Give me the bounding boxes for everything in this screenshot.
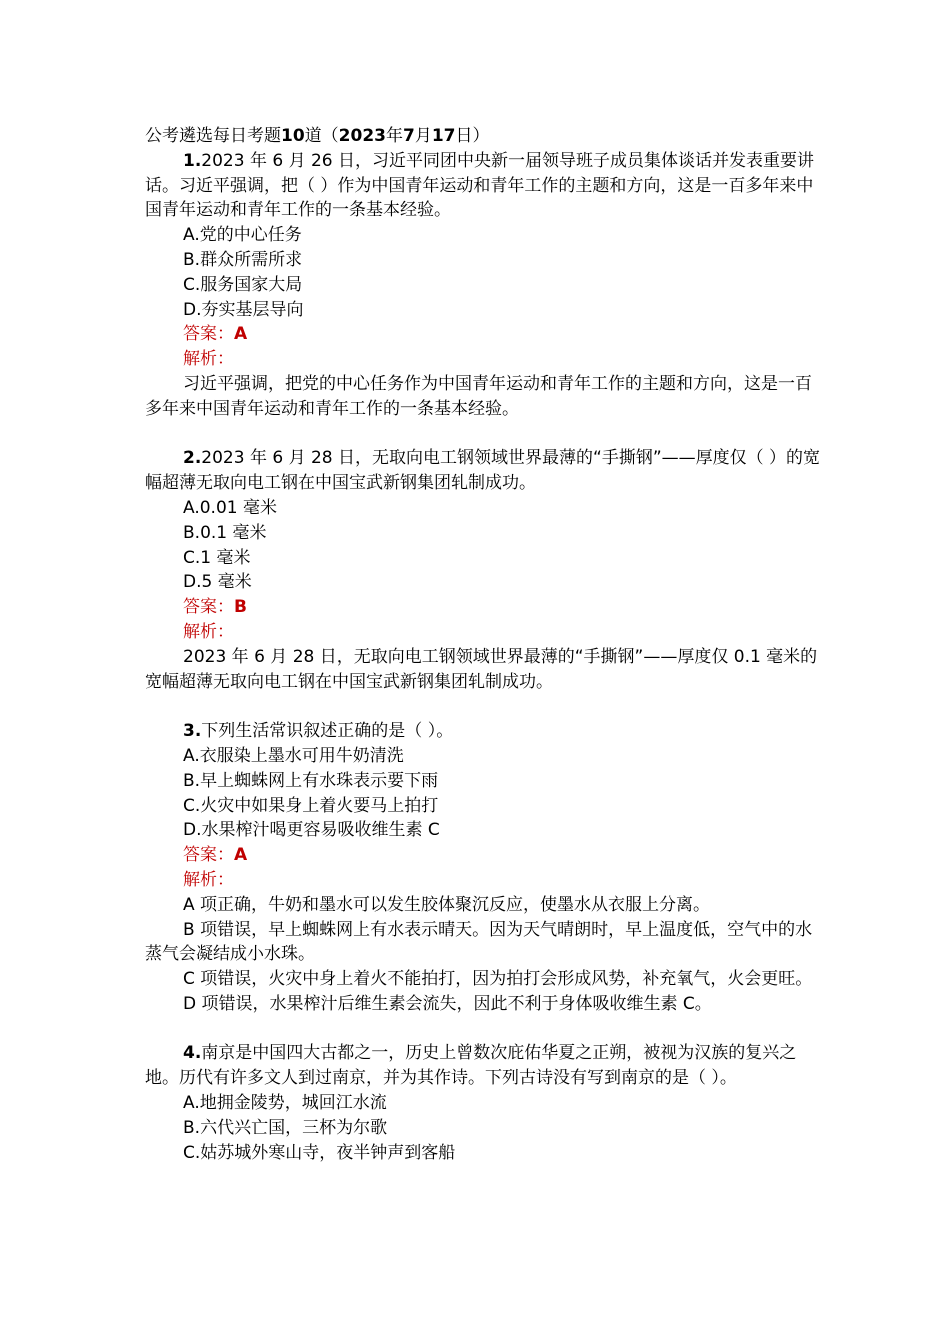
question-stem (145, 1041, 825, 1091)
question-number: 2. (183, 448, 202, 469)
question-number: 4. (183, 1043, 202, 1064)
answer-line (145, 595, 825, 620)
title-suffix: 日） (455, 126, 490, 146)
option-a: A.衣服染上墨水可用牛奶清洗 (183, 745, 404, 766)
question-text: 2023 年 6 月 28 日，无取向电工钢领域世界最薄的“手撕钢”——厚度仅（ ）的宽幅超薄无取向电工钢在中国宝武新钢集团轧制成功。 (145, 448, 821, 494)
option-a: A.地拥金陵势，城回江水流 (183, 1093, 387, 1114)
analysis-label: 解析： (183, 869, 234, 890)
option-b: B.早上蜘蛛网上有水珠表示要下雨 (183, 770, 439, 791)
answer-label: 答案： (183, 597, 234, 618)
option-c: C.服务国家大局 (183, 274, 303, 295)
option-b: B.六代兴亡国，三杯为尔歌 (183, 1117, 388, 1138)
option-d: D.水果榨汁喝更容易吸收维生素 C (183, 820, 440, 841)
spacer (145, 422, 825, 447)
analysis-text: D 项错误，水果榨汁后维生素会流失，因此不利于身体吸收维生素 C。 (183, 993, 712, 1014)
option-c: C.姑苏城外寒山寺，夜半钟声到客船 (183, 1142, 456, 1163)
title-month-unit: 月 (414, 126, 432, 146)
option-c: C.1 毫米 (183, 547, 251, 568)
question-stem (145, 149, 825, 223)
document-page (145, 124, 825, 1165)
answer-value: A (234, 324, 248, 345)
question-1 (145, 149, 825, 422)
analysis-label: 解析： (183, 621, 234, 642)
option-d: D.5 毫米 (183, 572, 252, 593)
answer-label: 答案： (183, 324, 234, 345)
option-c: C.火灾中如果身上着火要马上拍打 (183, 795, 439, 816)
option-b: B.群众所需所求 (183, 249, 303, 270)
question-stem (145, 446, 825, 496)
answer-line (145, 843, 825, 868)
answer-label: 答案： (183, 845, 234, 866)
analysis-text: C 项错误，火灾中身上着火不能拍打，因为拍打会形成风势，补充氧气，火会更旺。 (183, 969, 813, 990)
answer-value: A (234, 845, 248, 866)
question-number: 1. (183, 150, 202, 171)
title-prefix: 公考遴选每日考题 (145, 126, 281, 146)
document-title (145, 124, 825, 149)
option-a: A.党的中心任务 (183, 225, 302, 246)
question-text: 下列生活常识叙述正确的是（ ）。 (201, 721, 454, 742)
analysis-text: 习近平强调，把党的中心任务作为中国青年运动和青年工作的主题和方向，这是一百多年来中国青年运动和青年工作的一条基本经验。 (145, 373, 812, 419)
title-day: 17 (431, 126, 456, 146)
analysis-text: B 项错误，早上蜘蛛网上有水表示晴天。因为天气晴朗时，早上温度低，空气中的水蒸气会凝结成小水珠。 (145, 919, 813, 965)
analysis-text: A 项正确，牛奶和墨水可以发生胶体聚沉反应，使墨水从衣服上分离。 (183, 894, 711, 915)
question-4 (145, 1041, 825, 1165)
title-count: 10 (281, 126, 305, 146)
option-a: A.0.01 毫米 (183, 497, 277, 518)
title-year: 2023 (338, 126, 386, 146)
question-text: 2023 年 6 月 26 日，习近平同团中央新一届领导班子成员集体谈话并发表重要讲话。习近平强调，把（ ）作为中国青年运动和青年工作的主题和方向，这是一百多年来中国青年运动和青年工作的一条基本经验。 (145, 150, 815, 221)
option-d: D.夯实基层导向 (183, 299, 304, 320)
question-stem (145, 719, 825, 744)
question-number: 3. (183, 721, 202, 742)
spacer (145, 694, 825, 719)
title-year-unit: 年 (386, 126, 403, 146)
title-middle: 道（ (304, 126, 339, 146)
question-text: 南京是中国四大古都之一，历史上曾数次庇佑华夏之正朔，被视为汉族的复兴之地。历代有许多文人到过南京，并为其作诗。下列古诗没有写到南京的是（ ）。 (145, 1043, 797, 1089)
analysis-text: 2023 年 6 月 28 日，无取向电工钢领域世界最薄的“手撕钢”——厚度仅 0.1 毫米的宽幅超薄无取向电工钢在中国宝武新钢集团轧制成功。 (145, 646, 818, 692)
title-month: 7 (403, 126, 415, 146)
analysis-label: 解析： (183, 349, 234, 370)
spacer (145, 1017, 825, 1042)
question-3 (145, 719, 825, 1017)
question-2 (145, 446, 825, 694)
answer-line (145, 322, 825, 347)
answer-value: B (234, 597, 247, 618)
option-b: B.0.1 毫米 (183, 522, 267, 543)
